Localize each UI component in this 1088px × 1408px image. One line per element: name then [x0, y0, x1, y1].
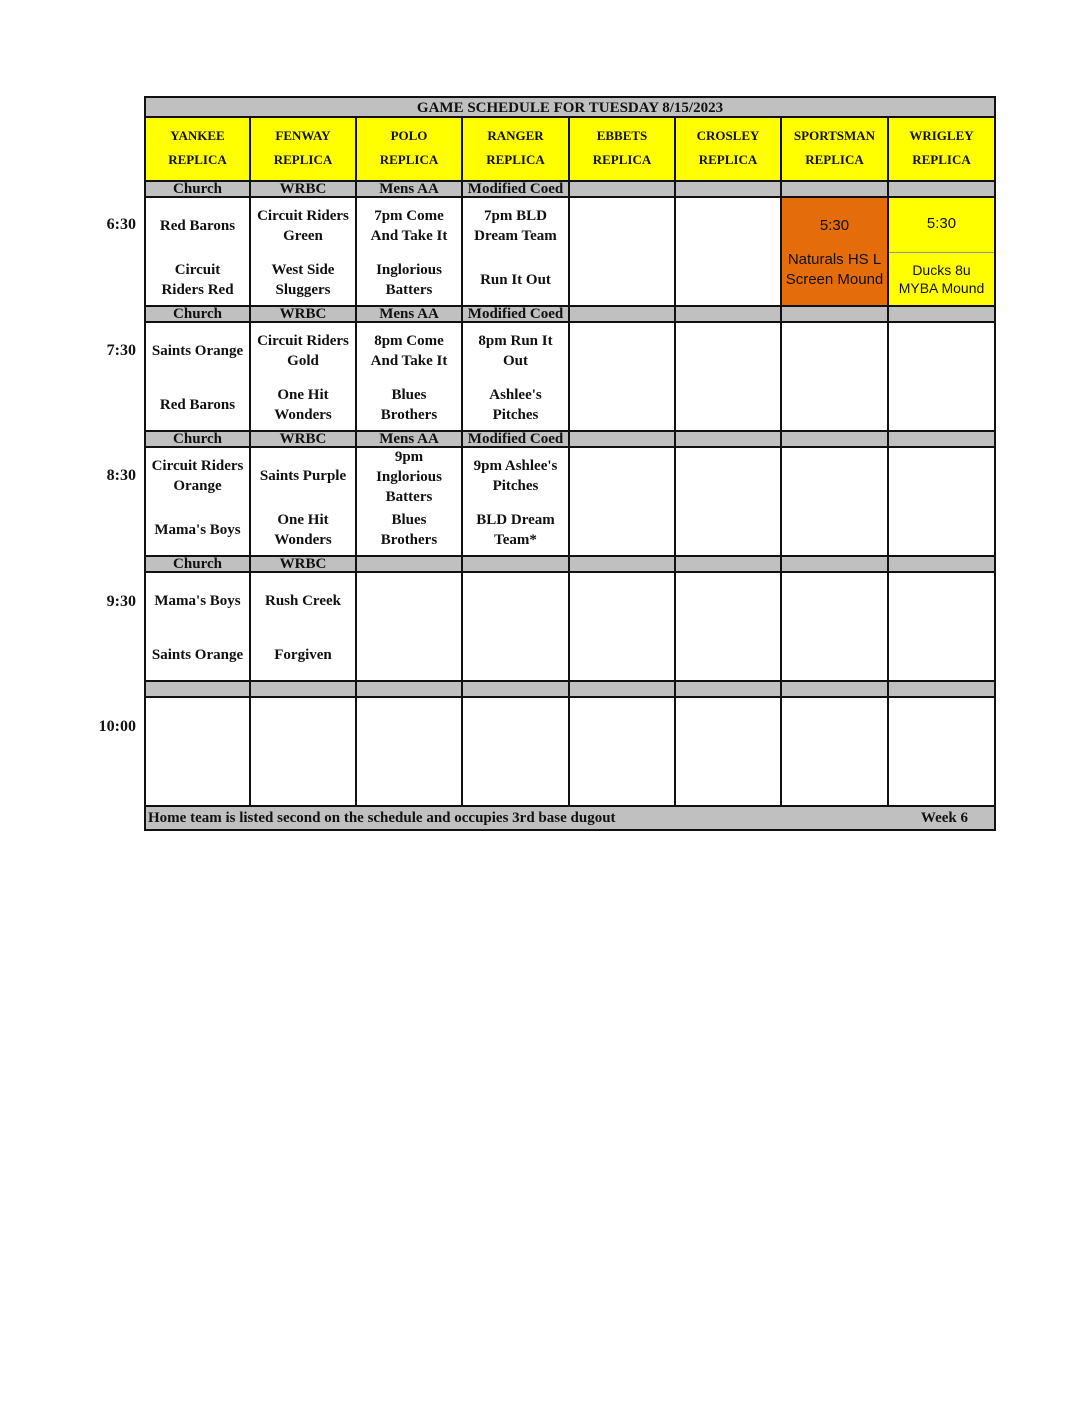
slot-cell	[782, 698, 889, 807]
slot-cell	[782, 323, 889, 432]
league-label	[251, 682, 357, 698]
time-label-1000: 10:00	[98, 718, 136, 735]
slot-cell	[782, 573, 889, 682]
league-label: Church	[144, 557, 251, 573]
game-team: 9pm Inglorious Batters	[376, 449, 442, 505]
special-event-block	[889, 198, 994, 305]
slot-cell	[144, 573, 251, 682]
game-team: Saints Orange	[151, 647, 244, 663]
league-row	[144, 307, 996, 323]
league-label	[570, 182, 676, 198]
league-label	[889, 557, 996, 573]
league-label	[676, 182, 782, 198]
game-team: Saints Purple	[259, 468, 347, 484]
game-team: Saints Orange	[151, 343, 244, 359]
game-team: Circuit Riders Green	[257, 208, 349, 244]
slot-row-930	[144, 573, 996, 682]
league-label	[570, 432, 676, 448]
slot-cell	[357, 198, 463, 307]
league-label	[782, 557, 889, 573]
league-label: Church	[144, 182, 251, 198]
league-label: Modified Coed	[463, 432, 570, 448]
time-label-830: 8:30	[106, 467, 136, 484]
game-team: BLD Dream Team*	[476, 512, 555, 548]
slot-cell	[251, 573, 357, 682]
league-label: WRBC	[251, 557, 357, 573]
league-label	[889, 182, 996, 198]
game-team: 7pm BLD Dream Team	[474, 208, 557, 244]
special-desc: Naturals HS L Screen Mound	[785, 251, 884, 288]
slot-cell	[251, 448, 357, 557]
field-ebbets: EBBETS REPLICA	[570, 118, 676, 182]
league-label	[889, 307, 996, 323]
slot-row-1000	[144, 698, 996, 807]
slot-cell	[463, 698, 570, 807]
field-sportsman: SPORTSMAN REPLICA	[782, 118, 889, 182]
slot-cell	[251, 323, 357, 432]
league-label	[570, 307, 676, 323]
game-team: Blues Brothers	[380, 512, 438, 548]
game-team: Mama's Boys	[154, 522, 241, 538]
slot-cell	[463, 573, 570, 682]
time-label-630: 6:30	[106, 216, 136, 233]
slot-cell	[570, 448, 676, 557]
league-label: Mens AA	[357, 307, 463, 323]
league-label	[570, 557, 676, 573]
slot-cell	[676, 698, 782, 807]
game-team: Rush Creek	[265, 593, 341, 609]
game-team: Red Barons	[159, 397, 236, 413]
slot-cell	[889, 573, 996, 682]
league-label	[357, 557, 463, 573]
game-team: Red Barons	[159, 218, 236, 234]
slot-cell	[251, 698, 357, 807]
special-time: 5:30	[926, 215, 957, 232]
league-label	[463, 682, 570, 698]
slot-cell	[357, 323, 463, 432]
league-label: WRBC	[251, 432, 357, 448]
schedule-footer	[144, 807, 996, 831]
game-team: 7pm Come And Take It	[370, 208, 448, 244]
field-wrigley: WRIGLEY REPLICA	[889, 118, 996, 182]
league-label	[570, 682, 676, 698]
slot-cell	[782, 448, 889, 557]
league-label: WRBC	[251, 182, 357, 198]
field-polo: POLO REPLICA	[357, 118, 463, 182]
special-time: 5:30	[819, 217, 850, 234]
league-label: Church	[144, 432, 251, 448]
game-team: 8pm Come And Take It	[370, 333, 448, 369]
time-label-730: 7:30	[106, 342, 136, 359]
game-team: Mama's Boys	[154, 593, 241, 609]
game-team: One Hit Wonders	[274, 512, 332, 548]
league-label	[676, 432, 782, 448]
league-label: Modified Coed	[463, 182, 570, 198]
slot-cell	[570, 198, 676, 307]
league-label: WRBC	[251, 307, 357, 323]
league-label: Church	[144, 307, 251, 323]
slot-cell	[357, 698, 463, 807]
special-desc: Ducks 8u MYBA Mound	[898, 262, 985, 296]
slot-cell	[144, 698, 251, 807]
slot-cell	[676, 323, 782, 432]
league-label	[676, 682, 782, 698]
league-label	[782, 432, 889, 448]
slot-cell	[357, 573, 463, 682]
game-team: Circuit Riders Orange	[151, 458, 244, 494]
game-team: Circuit Riders Gold	[257, 333, 349, 369]
special-event-block	[782, 198, 887, 305]
league-row	[144, 182, 996, 198]
schedule-table	[144, 96, 996, 831]
wrigley-special-cell	[889, 198, 996, 307]
field-crosley: CROSLEY REPLICA	[676, 118, 782, 182]
league-row	[144, 557, 996, 573]
league-label	[676, 307, 782, 323]
league-label	[782, 182, 889, 198]
league-label	[463, 557, 570, 573]
week-label: Week 6	[920, 810, 968, 826]
game-team: Inglorious Batters	[376, 262, 442, 298]
game-team: Blues Brothers	[380, 387, 438, 423]
slot-cell	[676, 573, 782, 682]
league-label	[782, 682, 889, 698]
slot-row-830	[144, 448, 996, 557]
game-team: Circuit Riders Red	[161, 262, 234, 298]
slot-cell	[889, 448, 996, 557]
slot-cell	[463, 448, 570, 557]
slot-cell	[144, 448, 251, 557]
slot-cell	[570, 573, 676, 682]
field-ranger: RANGER REPLICA	[463, 118, 570, 182]
slot-cell	[251, 198, 357, 307]
game-team: Run It Out	[480, 272, 551, 288]
league-label	[889, 682, 996, 698]
sportsman-special-cell	[782, 198, 889, 307]
slot-cell	[889, 698, 996, 807]
game-team: Forgiven	[274, 647, 332, 663]
league-row	[144, 682, 996, 698]
league-label: Modified Coed	[463, 307, 570, 323]
field-yankee: YANKEE REPLICA	[144, 118, 251, 182]
slot-row-730	[144, 323, 996, 432]
league-label	[889, 432, 996, 448]
footer-note: Home team is listed second on the schedule and occupies 3rd base dugout	[148, 810, 616, 826]
slot-cell	[676, 448, 782, 557]
league-label	[357, 682, 463, 698]
slot-row-630	[144, 198, 996, 307]
league-label: Mens AA	[357, 182, 463, 198]
league-label	[676, 557, 782, 573]
schedule-title: GAME SCHEDULE FOR TUESDAY 8/15/2023	[144, 96, 996, 118]
slot-cell	[676, 198, 782, 307]
slot-cell	[463, 198, 570, 307]
field-fenway: FENWAY REPLICA	[251, 118, 357, 182]
game-team: Ashlee's Pitches	[489, 387, 542, 423]
league-label: Mens AA	[357, 432, 463, 448]
league-label	[144, 682, 251, 698]
slot-cell	[889, 323, 996, 432]
game-team: One Hit Wonders	[274, 387, 332, 423]
field-header-row	[144, 118, 996, 182]
game-team: 9pm Ashlee's Pitches	[473, 458, 558, 494]
game-team: 8pm Run It Out	[478, 333, 553, 369]
slot-cell	[144, 323, 251, 432]
league-label	[782, 307, 889, 323]
slot-cell	[144, 198, 251, 307]
game-team: West Side Sluggers	[271, 262, 335, 298]
slot-cell	[463, 323, 570, 432]
slot-cell	[570, 698, 676, 807]
slot-cell	[357, 448, 463, 557]
slot-cell	[570, 323, 676, 432]
league-row	[144, 432, 996, 448]
time-label-930: 9:30	[106, 593, 136, 610]
